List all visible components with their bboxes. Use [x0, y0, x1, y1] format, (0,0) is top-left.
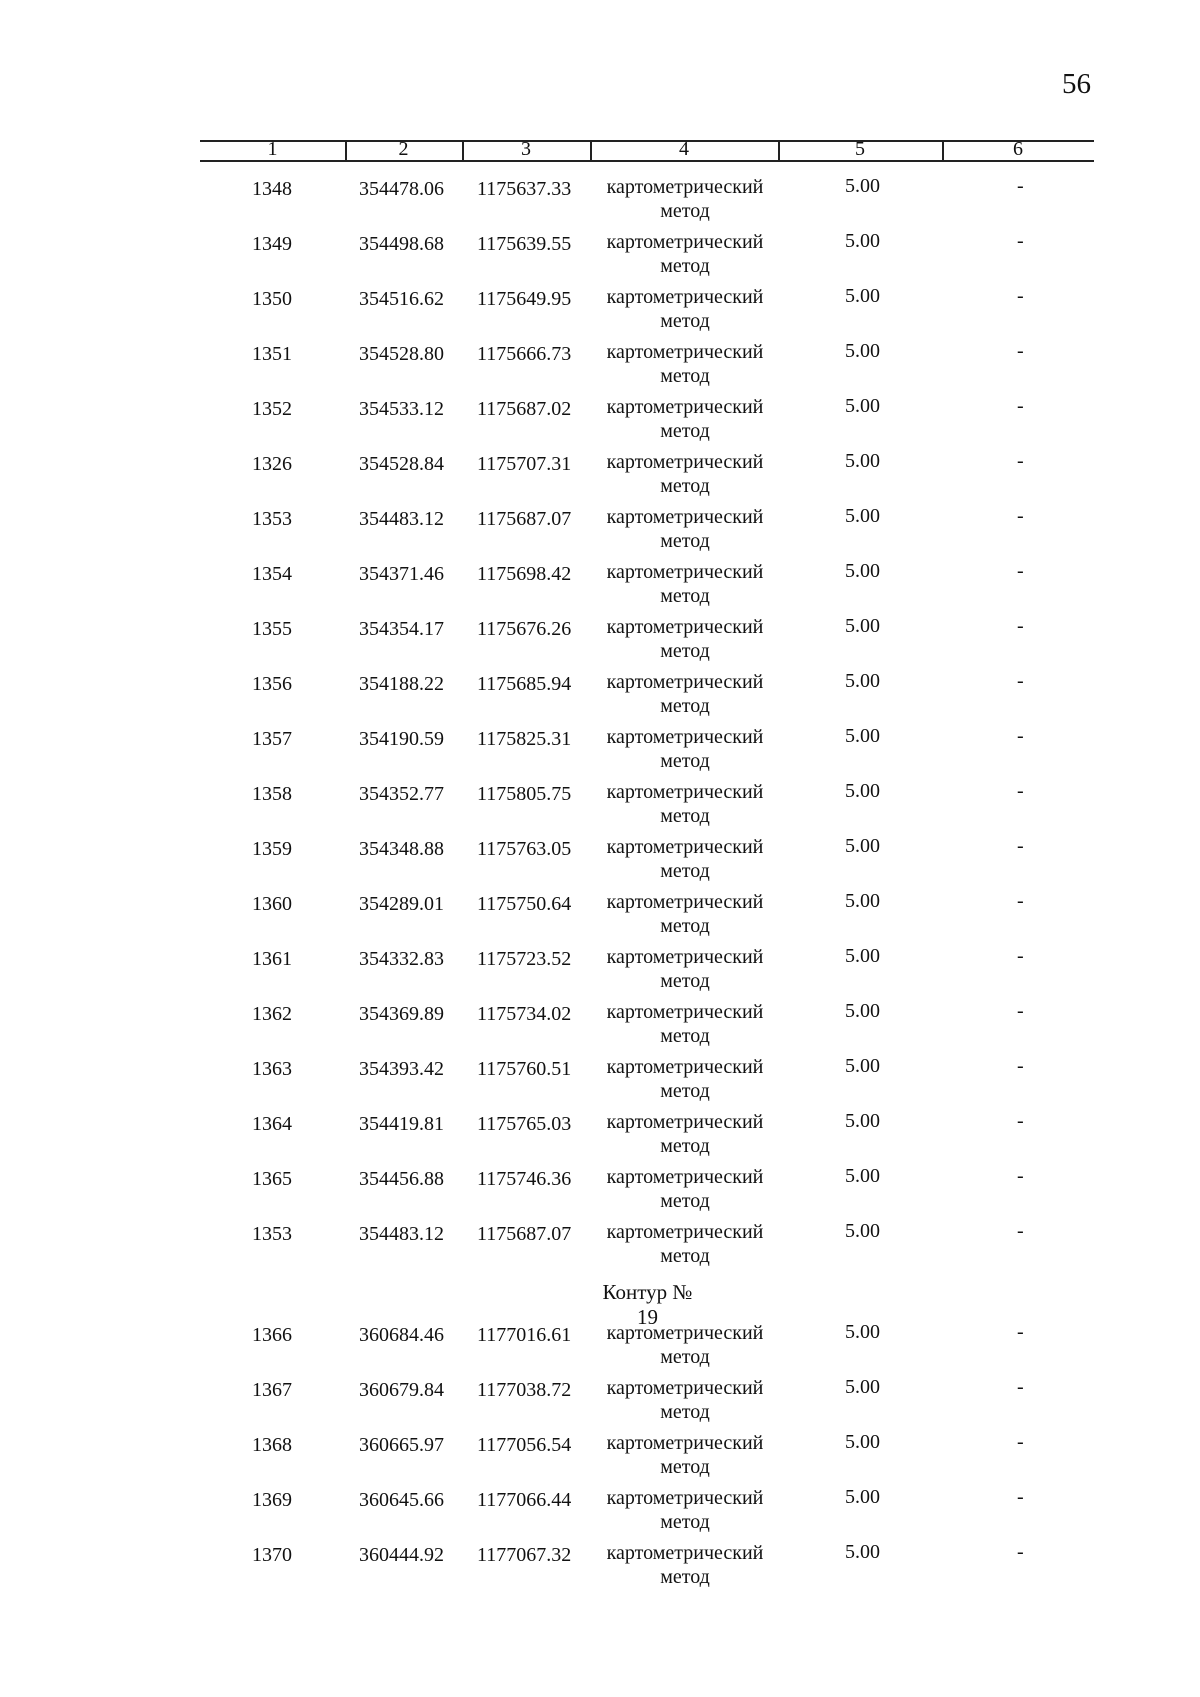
table-row: [0, 722, 1200, 777]
method-cell: [590, 450, 780, 498]
accuracy-value: 5.00: [845, 395, 880, 417]
accuracy-value: 5.00: [845, 1376, 880, 1398]
coordinate-x: 354289.01: [359, 893, 444, 915]
method-cell: [590, 1321, 780, 1369]
coordinate-y: 1175687.07: [477, 508, 572, 530]
table-row: [0, 887, 1200, 942]
method-line-1: картометрический: [606, 451, 764, 473]
note-value: -: [1017, 1431, 1024, 1453]
point-number: 1367: [252, 1379, 292, 1401]
method-cell: [590, 1110, 780, 1158]
method-line-1: картометрический: [606, 1001, 764, 1023]
method-cell: [590, 230, 780, 278]
accuracy-value: 5.00: [845, 1165, 880, 1187]
method-line-1: картометрический: [606, 286, 764, 308]
accuracy-value: 5.00: [845, 450, 880, 472]
method-line-2: метод: [660, 805, 710, 827]
accuracy-value: 5.00: [845, 1541, 880, 1563]
method-cell: [590, 395, 780, 443]
note-value: -: [1017, 945, 1024, 967]
contour-18-rows: [0, 172, 1200, 1272]
accuracy-value: 5.00: [845, 230, 880, 252]
coordinate-x: 354478.06: [359, 178, 444, 200]
method-line-1: картометрический: [606, 671, 764, 693]
method-cell: [590, 615, 780, 663]
method-cell: [590, 670, 780, 718]
method-line-1: картометрический: [606, 231, 764, 253]
table-row: [0, 447, 1200, 502]
method-line-2: метод: [660, 860, 710, 882]
method-line-1: картометрический: [606, 176, 764, 198]
method-line-1: картометрический: [606, 891, 764, 913]
contour-19-rows: [0, 1318, 1200, 1593]
method-line-2: метод: [660, 310, 710, 332]
note-value: -: [1017, 890, 1024, 912]
coordinates-table: [0, 172, 1200, 1593]
table-row: [0, 227, 1200, 282]
method-line-1: картометрический: [606, 781, 764, 803]
note-value: -: [1017, 395, 1024, 417]
table-row: [0, 667, 1200, 722]
coordinate-x: 354528.84: [359, 453, 444, 475]
method-cell: [590, 1000, 780, 1048]
table-row: [0, 997, 1200, 1052]
note-value: -: [1017, 340, 1024, 362]
method-line-1: картометрический: [606, 1542, 764, 1564]
method-line-1: картометрический: [606, 726, 764, 748]
accuracy-value: 5.00: [845, 505, 880, 527]
coordinate-x: 354369.89: [359, 1003, 444, 1025]
method-cell: [590, 725, 780, 773]
method-line-2: метод: [660, 695, 710, 717]
header-bottom-rule: [200, 160, 1094, 162]
note-value: -: [1017, 1110, 1024, 1132]
point-number: 1370: [252, 1544, 292, 1566]
method-cell: [590, 505, 780, 553]
coordinate-y: 1175723.52: [477, 948, 572, 970]
method-cell: [590, 1165, 780, 1213]
point-number: 1352: [252, 398, 292, 420]
method-line-2: метод: [660, 1456, 710, 1478]
table-row: [0, 502, 1200, 557]
note-value: -: [1017, 1165, 1024, 1187]
accuracy-value: 5.00: [845, 1110, 880, 1132]
page-number: 56: [1062, 68, 1091, 100]
coordinate-y: 1175805.75: [477, 783, 572, 805]
method-line-2: метод: [660, 970, 710, 992]
coordinate-y: 1177038.72: [477, 1379, 572, 1401]
accuracy-value: 5.00: [845, 1055, 880, 1077]
header-cell-3: 3: [521, 138, 531, 160]
point-number: 1361: [252, 948, 292, 970]
accuracy-value: 5.00: [845, 945, 880, 967]
table-row: [0, 392, 1200, 447]
coordinate-x: 354516.62: [359, 288, 444, 310]
accuracy-value: 5.00: [845, 1486, 880, 1508]
method-line-2: метод: [660, 915, 710, 937]
method-line-1: картометрический: [606, 616, 764, 638]
method-cell: [590, 1486, 780, 1534]
contour-heading: [0, 1272, 1200, 1329]
method-line-2: метод: [660, 750, 710, 772]
point-number: 1355: [252, 618, 292, 640]
note-value: -: [1017, 560, 1024, 582]
method-cell: [590, 780, 780, 828]
method-line-1: картометрический: [606, 396, 764, 418]
method-line-2: метод: [660, 1566, 710, 1588]
coordinate-x: 360665.97: [359, 1434, 444, 1456]
coordinate-y: 1175687.02: [477, 398, 572, 420]
note-value: -: [1017, 835, 1024, 857]
coordinate-x: 354393.42: [359, 1058, 444, 1080]
method-line-1: картометрический: [606, 1322, 764, 1344]
method-line-1: картометрический: [606, 1377, 764, 1399]
method-line-2: метод: [660, 200, 710, 222]
coordinate-y: 1175637.33: [477, 178, 572, 200]
coordinate-x: 354528.80: [359, 343, 444, 365]
coordinate-y: 1177067.32: [477, 1544, 572, 1566]
table-row: [0, 172, 1200, 227]
table-row: [0, 1483, 1200, 1538]
coordinate-x: 354498.68: [359, 233, 444, 255]
note-value: -: [1017, 670, 1024, 692]
method-cell: [590, 1055, 780, 1103]
header-cell-5: 5: [855, 138, 865, 160]
method-line-2: метод: [660, 1401, 710, 1423]
coordinate-x: 354332.83: [359, 948, 444, 970]
method-line-1: картометрический: [606, 1056, 764, 1078]
table-row: [0, 337, 1200, 392]
method-line-1: картометрический: [606, 506, 764, 528]
method-line-2: метод: [660, 365, 710, 387]
method-line-1: картометрический: [606, 1487, 764, 1509]
note-value: -: [1017, 1055, 1024, 1077]
method-line-2: метод: [660, 1190, 710, 1212]
coordinate-y: 1175676.26: [477, 618, 572, 640]
method-cell: [590, 890, 780, 938]
coordinate-y: 1175666.73: [477, 343, 572, 365]
coordinate-x: 360684.46: [359, 1324, 444, 1346]
point-number: 1357: [252, 728, 292, 750]
coordinate-x: 360444.92: [359, 1544, 444, 1566]
header-cell-2: 2: [398, 138, 409, 160]
accuracy-value: 5.00: [845, 560, 880, 582]
coordinate-y: 1175698.42: [477, 563, 572, 585]
coordinate-x: 354483.12: [359, 508, 444, 530]
note-value: -: [1017, 1486, 1024, 1508]
point-number: 1362: [252, 1003, 292, 1025]
method-line-2: метод: [660, 530, 710, 552]
coordinate-x: 354419.81: [359, 1113, 444, 1135]
note-value: -: [1017, 1220, 1024, 1242]
point-number: 1351: [252, 343, 292, 365]
table-row: [0, 942, 1200, 997]
method-line-1: картометрический: [606, 341, 764, 363]
coordinate-x: 354190.59: [359, 728, 444, 750]
coordinate-x: 360679.84: [359, 1379, 444, 1401]
method-line-2: метод: [660, 640, 710, 662]
note-value: -: [1017, 725, 1024, 747]
point-number: 1326: [252, 453, 292, 475]
table-row: [0, 612, 1200, 667]
accuracy-value: 5.00: [845, 1000, 880, 1022]
note-value: -: [1017, 1321, 1024, 1343]
method-line-2: метод: [660, 255, 710, 277]
method-line-2: метод: [660, 1080, 710, 1102]
note-value: -: [1017, 780, 1024, 802]
coordinate-x: 354352.77: [359, 783, 444, 805]
note-value: -: [1017, 1541, 1024, 1563]
point-number: 1353: [252, 508, 292, 530]
table-row: [0, 1428, 1200, 1483]
method-cell: [590, 285, 780, 333]
coordinate-x: 354533.12: [359, 398, 444, 420]
coordinate-y: 1175750.64: [477, 893, 572, 915]
coordinate-y: 1177056.54: [477, 1434, 572, 1456]
method-line-2: метод: [660, 475, 710, 497]
method-line-2: метод: [660, 1025, 710, 1047]
coordinate-y: 1175734.02: [477, 1003, 572, 1025]
method-line-1: картометрический: [606, 836, 764, 858]
table-row: [0, 1318, 1200, 1373]
accuracy-value: 5.00: [845, 1431, 880, 1453]
method-cell: [590, 1541, 780, 1589]
point-number: 1358: [252, 783, 292, 805]
accuracy-value: 5.00: [845, 670, 880, 692]
table-header: [200, 136, 1094, 162]
point-number: 1348: [252, 178, 292, 200]
method-line-1: картометрический: [606, 946, 764, 968]
point-number: 1353: [252, 1223, 292, 1245]
point-number: 1366: [252, 1324, 292, 1346]
note-value: -: [1017, 1376, 1024, 1398]
coordinate-y: 1175685.94: [477, 673, 572, 695]
method-cell: [590, 1220, 780, 1268]
coordinate-y: 1175763.05: [477, 838, 572, 860]
accuracy-value: 5.00: [845, 890, 880, 912]
coordinate-y: 1175760.51: [477, 1058, 572, 1080]
method-cell: [590, 1376, 780, 1424]
method-line-1: картометрический: [606, 1221, 764, 1243]
method-line-1: картометрический: [606, 561, 764, 583]
accuracy-value: 5.00: [845, 1321, 880, 1343]
point-number: 1363: [252, 1058, 292, 1080]
point-number: 1354: [252, 563, 292, 585]
note-value: -: [1017, 450, 1024, 472]
coordinate-y: 1175707.31: [477, 453, 572, 475]
accuracy-value: 5.00: [845, 725, 880, 747]
accuracy-value: 5.00: [845, 615, 880, 637]
note-value: -: [1017, 175, 1024, 197]
coordinate-y: 1175825.31: [477, 728, 572, 750]
coordinate-x: 354188.22: [359, 673, 444, 695]
coordinate-x: 354483.12: [359, 1223, 444, 1245]
method-line-2: метод: [660, 1511, 710, 1533]
table-row: [0, 1162, 1200, 1217]
method-line-1: картометрический: [606, 1166, 764, 1188]
accuracy-value: 5.00: [845, 835, 880, 857]
coordinate-y: 1175765.03: [477, 1113, 572, 1135]
method-line-2: метод: [660, 420, 710, 442]
table-row: [0, 777, 1200, 832]
coordinate-y: 1177016.61: [477, 1324, 572, 1346]
table-row: [0, 1373, 1200, 1428]
point-number: 1359: [252, 838, 292, 860]
table-row: [0, 1217, 1200, 1272]
table-row: [0, 557, 1200, 612]
method-cell: [590, 1431, 780, 1479]
method-cell: [590, 560, 780, 608]
point-number: 1356: [252, 673, 292, 695]
coordinate-x: 354348.88: [359, 838, 444, 860]
note-value: -: [1017, 615, 1024, 637]
method-line-2: метод: [660, 585, 710, 607]
note-value: -: [1017, 230, 1024, 252]
point-number: 1369: [252, 1489, 292, 1511]
table-row: [0, 832, 1200, 887]
table-row: [0, 1538, 1200, 1593]
coordinate-y: 1177066.44: [477, 1489, 572, 1511]
accuracy-value: 5.00: [845, 340, 880, 362]
method-line-2: метод: [660, 1346, 710, 1368]
header-cell-4: 4: [679, 138, 689, 160]
accuracy-value: 5.00: [845, 175, 880, 197]
point-number: 1350: [252, 288, 292, 310]
point-number: 1364: [252, 1113, 292, 1135]
method-cell: [590, 835, 780, 883]
header-cell-6: 6: [1013, 138, 1023, 160]
accuracy-value: 5.00: [845, 1220, 880, 1242]
method-cell: [590, 340, 780, 388]
method-line-1: картометрический: [606, 1432, 764, 1454]
accuracy-value: 5.00: [845, 780, 880, 802]
note-value: -: [1017, 505, 1024, 527]
coordinate-x: 360645.66: [359, 1489, 444, 1511]
coordinate-x: 354354.17: [359, 618, 444, 640]
contour-label: Контур № 19: [602, 1280, 693, 1329]
point-number: 1360: [252, 893, 292, 915]
table-row: [0, 282, 1200, 337]
note-value: -: [1017, 1000, 1024, 1022]
method-line-2: метод: [660, 1245, 710, 1267]
coordinate-y: 1175687.07: [477, 1223, 572, 1245]
point-number: 1365: [252, 1168, 292, 1190]
point-number: 1368: [252, 1434, 292, 1456]
header-cell-1: 1: [267, 138, 278, 160]
point-number: 1349: [252, 233, 292, 255]
method-line-1: картометрический: [606, 1111, 764, 1133]
coordinate-x: 354456.88: [359, 1168, 444, 1190]
table-row: [0, 1107, 1200, 1162]
coordinate-x: 354371.46: [359, 563, 444, 585]
coordinate-y: 1175746.36: [477, 1168, 572, 1190]
note-value: -: [1017, 285, 1024, 307]
coordinate-y: 1175649.95: [477, 288, 572, 310]
method-line-2: метод: [660, 1135, 710, 1157]
table-row: [0, 1052, 1200, 1107]
method-cell: [590, 945, 780, 993]
coordinate-y: 1175639.55: [477, 233, 572, 255]
method-cell: [590, 175, 780, 223]
accuracy-value: 5.00: [845, 285, 880, 307]
